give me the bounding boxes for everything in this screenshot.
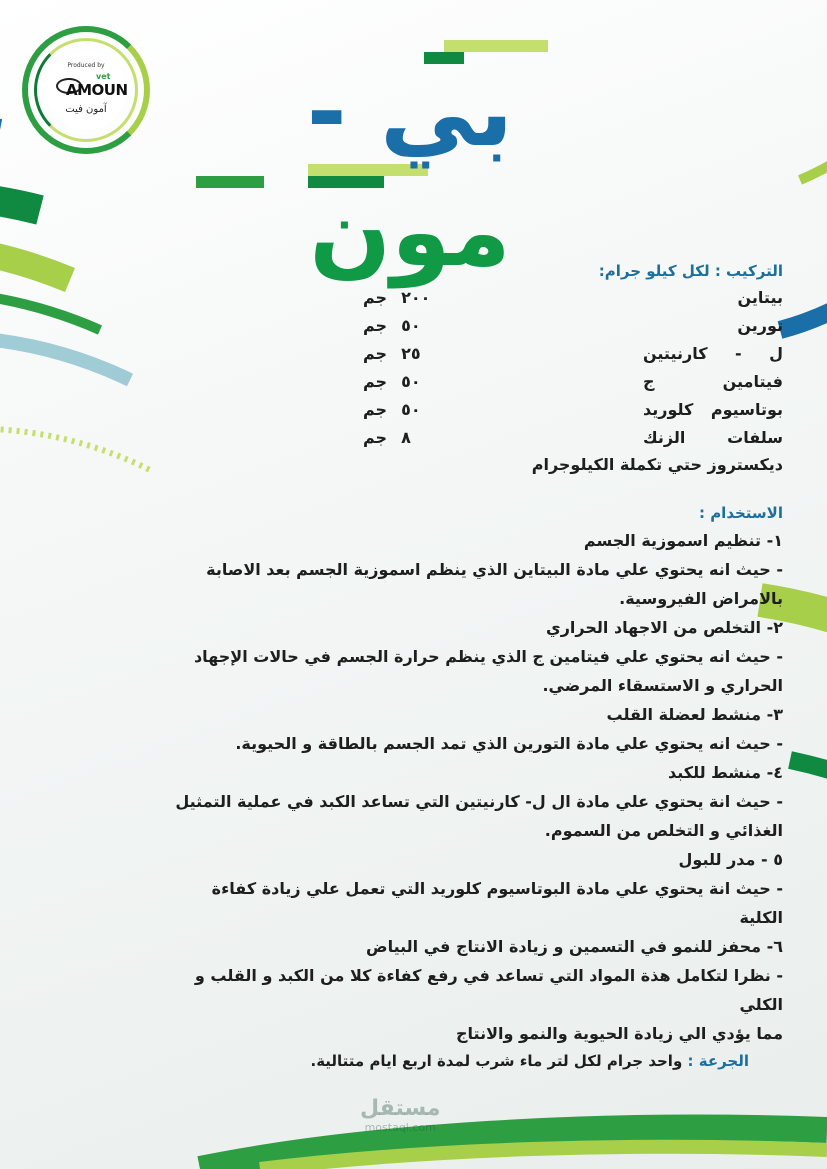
- ingredient-name: سلفات الزنك: [643, 428, 783, 447]
- composition-row: [163, 340, 783, 368]
- usage-title: الاستخدام :: [698, 504, 783, 522]
- watermark-ar: مستقل: [360, 1096, 441, 1121]
- amoun-logo: [22, 26, 150, 154]
- usage-line: ٢- التخلص من الاجهاد الحراري: [546, 618, 783, 637]
- logo-brand-arabic: آمون فيت: [65, 104, 107, 115]
- usage-line: - حيث انة يحتوي علي مادة البوتاسيوم كلوريد التي تعمل علي زيادة كفاءة الكلية: [211, 879, 783, 927]
- ingredient-unit: جم: [363, 428, 388, 447]
- watermark: [360, 1096, 440, 1134]
- logo-brand: AMOUN: [66, 81, 128, 99]
- title-deco-bar: [444, 40, 548, 52]
- composition-row: [163, 312, 783, 340]
- usage-line: - حيث انه يحتوي علي مادة التورين الذي تمد الجسم بالطاقة و الحيوية.: [235, 734, 783, 753]
- product-title: [200, 52, 620, 292]
- usage-line: ٥ - مدر للبول: [678, 850, 783, 869]
- ingredient-amount: ٢٠٠: [401, 288, 431, 307]
- usage-line: مما يؤدي الي زيادة الحيوية والنمو والانتاج: [456, 1024, 783, 1043]
- composition-row: [163, 368, 783, 396]
- dose: [311, 1052, 750, 1070]
- usage-line: ٤- منشط للكبد: [667, 763, 783, 782]
- usage-line: الغذائي و التخلص من السموم.: [544, 821, 783, 840]
- usage-line: - حيث انة يحتوي علي مادة ال ل- كارنيتين التي تساعد الكبد في عملية التمثيل: [175, 792, 783, 811]
- ingredient-name: ل - كارنيتين: [643, 344, 783, 363]
- usage-line: ١- تنظيم اسموزية الجسم: [583, 531, 783, 550]
- usage-line: ٦- محفز للنمو في التسمين و زيادة الانتاج في البياض: [366, 937, 783, 956]
- usage-list: [163, 526, 783, 1048]
- composition-row: [163, 424, 783, 452]
- ingredient-name: فيتامين ج: [643, 372, 783, 391]
- ingredient-unit: جم: [363, 372, 388, 391]
- ingredient-unit: جم: [363, 316, 388, 335]
- usage-line: الحراري و الاستسقاء المرضي.: [542, 676, 783, 695]
- dose-text: واحد جرام لكل لتر ماء شرب لمدة اربع ايام متتالية.: [310, 1052, 683, 1070]
- title-part2: مون: [309, 176, 511, 288]
- ingredient-amount: ٥٠: [401, 316, 421, 335]
- ingredient-name: بيتاين: [737, 288, 783, 307]
- product-content: [163, 258, 783, 1048]
- ingredient-amount: ٨: [401, 428, 411, 447]
- ingredient-amount: ٥٠: [401, 400, 421, 419]
- logo-produced-by: Produced by: [67, 62, 105, 69]
- dose-label: الجرعة :: [687, 1052, 749, 1070]
- ingredient-name: تورين: [737, 316, 783, 335]
- usage-line: - حيث انه يحتوي علي فيتامين ج الذي ينظم حرارة الجسم في حالات الإجهاد: [193, 647, 783, 666]
- usage-line: - حيث انه يحتوي علي مادة البيتاين الذي ينظم اسموزية الجسم بعد الاصابة: [206, 560, 783, 579]
- composition-row: [163, 284, 783, 312]
- title-dash: -: [306, 56, 347, 168]
- ingredient-unit: جم: [363, 344, 388, 363]
- usage-line: ٣- منشط لعضلة القلب: [606, 705, 783, 724]
- usage-line: - نظرا لتكامل هذة المواد التي تساعد في رفع كفاءة كلا من الكبد و القلب و الكلي: [194, 966, 783, 1014]
- ingredient-unit: جم: [363, 400, 388, 419]
- ingredient-amount: ٢٥: [401, 344, 421, 363]
- ingredient-name: بوتاسيوم كلوريد: [643, 400, 783, 419]
- ingredient-amount: ٥٠: [401, 372, 421, 391]
- composition-title: التركيب : لكل كيلو جرام:: [598, 262, 783, 280]
- watermark-url: mostaql.com: [364, 1121, 436, 1134]
- title-part1: بي: [380, 56, 514, 168]
- composition-list: [163, 284, 783, 452]
- ingredient-unit: جم: [363, 288, 388, 307]
- usage-line: بالامراض الفيروسية.: [619, 589, 783, 608]
- composition-row: [163, 396, 783, 424]
- dextrose-note: ديكستروز حتي تكملة الكيلوجرام: [531, 455, 783, 474]
- logo-vet: vet: [96, 72, 111, 81]
